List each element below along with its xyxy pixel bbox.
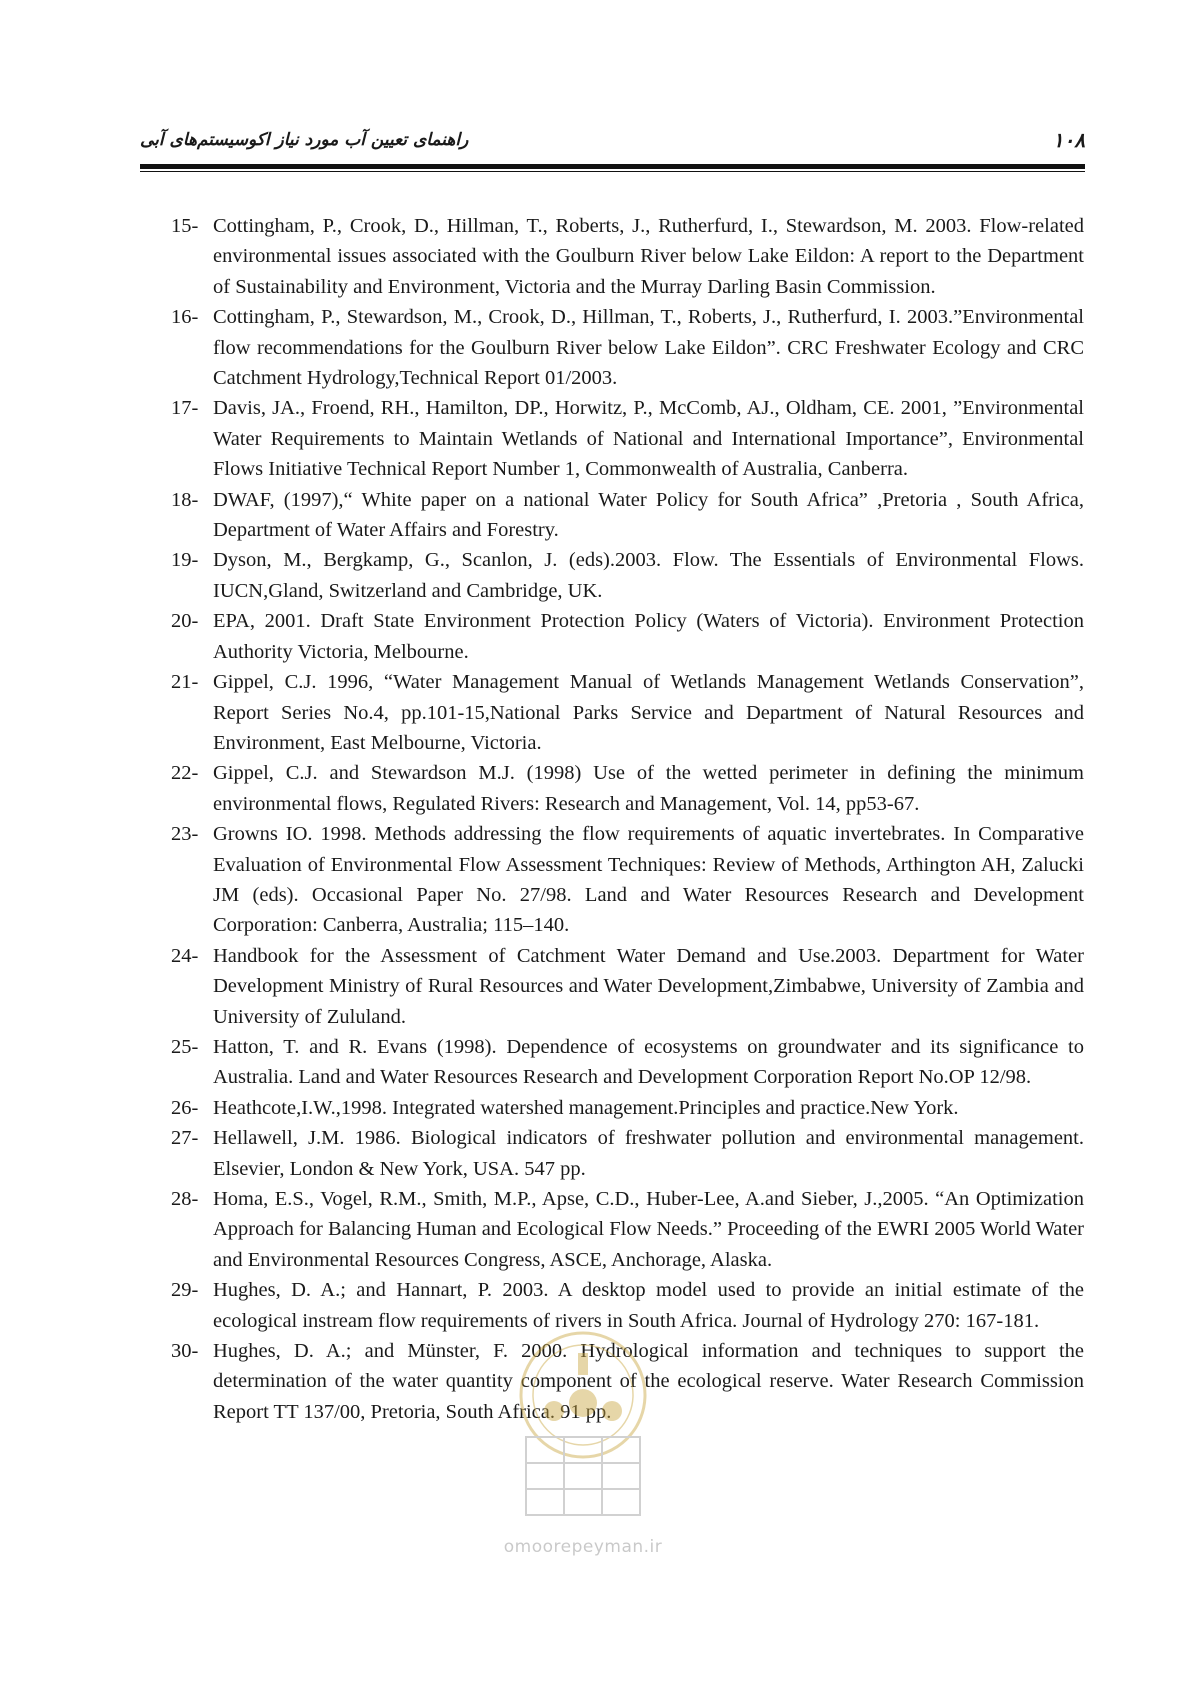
header-rule-thin [140,171,1085,172]
reference-text: Heathcote,I.W.,1998. Integrated watershed management.Principles and practice.New York. [213,1096,959,1119]
reference-text: Davis, JA., Froend, RH., Hamilton, DP., Horwitz, P., McComb, AJ., Oldham, CE. 2001, ”Environmental Water Requirements to Maintain Wetlands of National and International Importance”, Environmental Flows Initiative Technical Report Number 1, Commonwealth of Australia, Canberra. [213,397,1084,481]
reference-number: 20- [171,610,199,633]
reference-number: 26- [171,1096,199,1119]
reference-item [171,1093,1084,1123]
reference-item [171,1123,1084,1184]
reference-number: 19- [171,549,199,572]
reference-number: 30- [171,1340,199,1363]
reference-number: 17- [171,397,199,420]
reference-text: DWAF, (1997),“ White paper on a national Water Policy for South Africa” ,Pretoria , South Africa, Department of Water Affairs and Forestry. [213,488,1084,542]
reference-number: 22- [171,762,199,785]
reference-text: Dyson, M., Bergkamp, G., Scanlon, J. (eds).2003. Flow. The Essentials of Environmental Flows. IUCN,Gland, Switzerland and Cambridge, UK. [213,549,1084,602]
reference-item [171,485,1084,546]
page-number: ١٠٨ [1052,128,1085,152]
reference-number: 21- [171,671,199,694]
reference-number: 25- [171,1035,199,1058]
watermark-site-text: omoorepeyman.ir [503,1537,663,1557]
reference-text: Hellawell, J.M. 1986. Biological indicators of freshwater pollution and environmental management. Elsevier, London & New York, USA. 547 pp. [213,1127,1084,1180]
reference-text: Growns IO. 1998. Methods addressing the flow requirements of aquatic invertebrates. In Comparative Evaluation of Environmental Flow Assessment Techniques: Review of Methods, Arthington AH, Zalucki JM (eds). Occasional Paper No. 27/98. Land and Water Resources Research and Development Corporation: Canberra, Australia; 115–140. [213,823,1084,937]
reference-text: EPA, 2001. Draft State Environment Protection Policy (Waters of Victoria). Environment Protection Authority Victoria, Melbourne. [213,610,1084,663]
reference-item [171,211,1084,302]
reference-text: Hughes, D. A.; and Münster, F. 2000. Hydrological information and techniques to support the determination of the water quantity component of the ecological reserve. Water Research Commission Report TT 137/00, Pretoria, South Africa. 91 pp. [213,1340,1084,1423]
reference-item [171,819,1084,941]
reference-item [171,667,1084,758]
reference-text: Hatton, T. and R. Evans (1998). Dependence of ecosystems on groundwater and its significance to Australia. Land and Water Resources Research and Development Corporation Report No.OP 12/98. [213,1035,1084,1089]
reference-item [171,606,1084,667]
reference-number: 24- [171,944,199,967]
reference-text: Cottingham, P., Stewardson, M., Crook, D., Hillman, T., Roberts, J., Rutherfurd, I. 2003.”Environmental flow recommendations for the Goulburn River below Lake Eildon”. CRC Freshwater Ecology and CRC Catchment Hydrology,Technical Report 01/2003. [213,306,1084,390]
reference-text: Handbook for the Assessment of Catchment Water Demand and Use.2003. Department for Water Development Ministry of Rural Resources and Water Development,Zimbabwe, University of Zambia and University of Zululand. [213,944,1084,1028]
reference-item [171,1184,1084,1275]
reference-number: 16- [171,306,199,329]
reference-item [171,941,1084,1032]
watermark-seal-icon [508,1325,658,1525]
reference-item [171,545,1084,606]
reference-number: 15- [171,215,199,237]
header-rule-thick [140,164,1085,169]
reference-text: Cottingham, P., Crook, D., Hillman, T., Roberts, J., Rutherfurd, I., Stewardson, M. 2003. Flow-related environmental issues associated with the Goulburn River below Lake Eildon: A report to the Department of Sustainability and Environment, Victoria and the Murray Darling Basin Commission. [213,215,1084,298]
reference-number: 29- [171,1279,199,1302]
book-title: راهنمای تعیین آب مورد نیاز اکوسیستم‌های آبی [140,130,469,150]
reference-text: Homa, E.S., Vogel, R.M., Smith, M.P., Apse, C.D., Huber-Lee, A.and Sieber, J.,2005. “An Optimization Approach for Balancing Human and Ecological Flow Needs.” Proceeding of the EWRI 2005 World Water and Environmental Resources Congress, ASCE, Anchorage, Alaska. [213,1188,1084,1271]
reference-number: 28- [171,1188,199,1210]
reference-list [171,211,1084,1427]
reference-number: 23- [171,823,199,846]
reference-text: Hughes, D. A.; and Hannart, P. 2003. A desktop model used to provide an initial estimate of the ecological instream flow requirements of rivers in South Africa. Journal of Hydrology 270: 167-181. [213,1279,1084,1332]
watermark [488,1325,678,1565]
reference-text: Gippel, C.J. 1996, “Water Management Manual of Wetlands Management Wetlands Conservation”, Report Series No.4, pp.101-15,National Parks Service and Department of Natural Resources and Environment, East Melbourne, Victoria. [213,671,1084,754]
reference-item [171,1032,1084,1093]
running-header [140,128,1085,162]
reference-text: Gippel, C.J. and Stewardson M.J. (1998) Use of the wetted perimeter in defining the minimum environmental flows, Regulated Rivers: Research and Management, Vol. 14, pp53-67. [213,762,1084,815]
reference-number: 27- [171,1127,199,1150]
reference-number: 18- [171,488,199,511]
reference-item [171,393,1084,484]
reference-item [171,758,1084,819]
reference-item [171,302,1084,393]
